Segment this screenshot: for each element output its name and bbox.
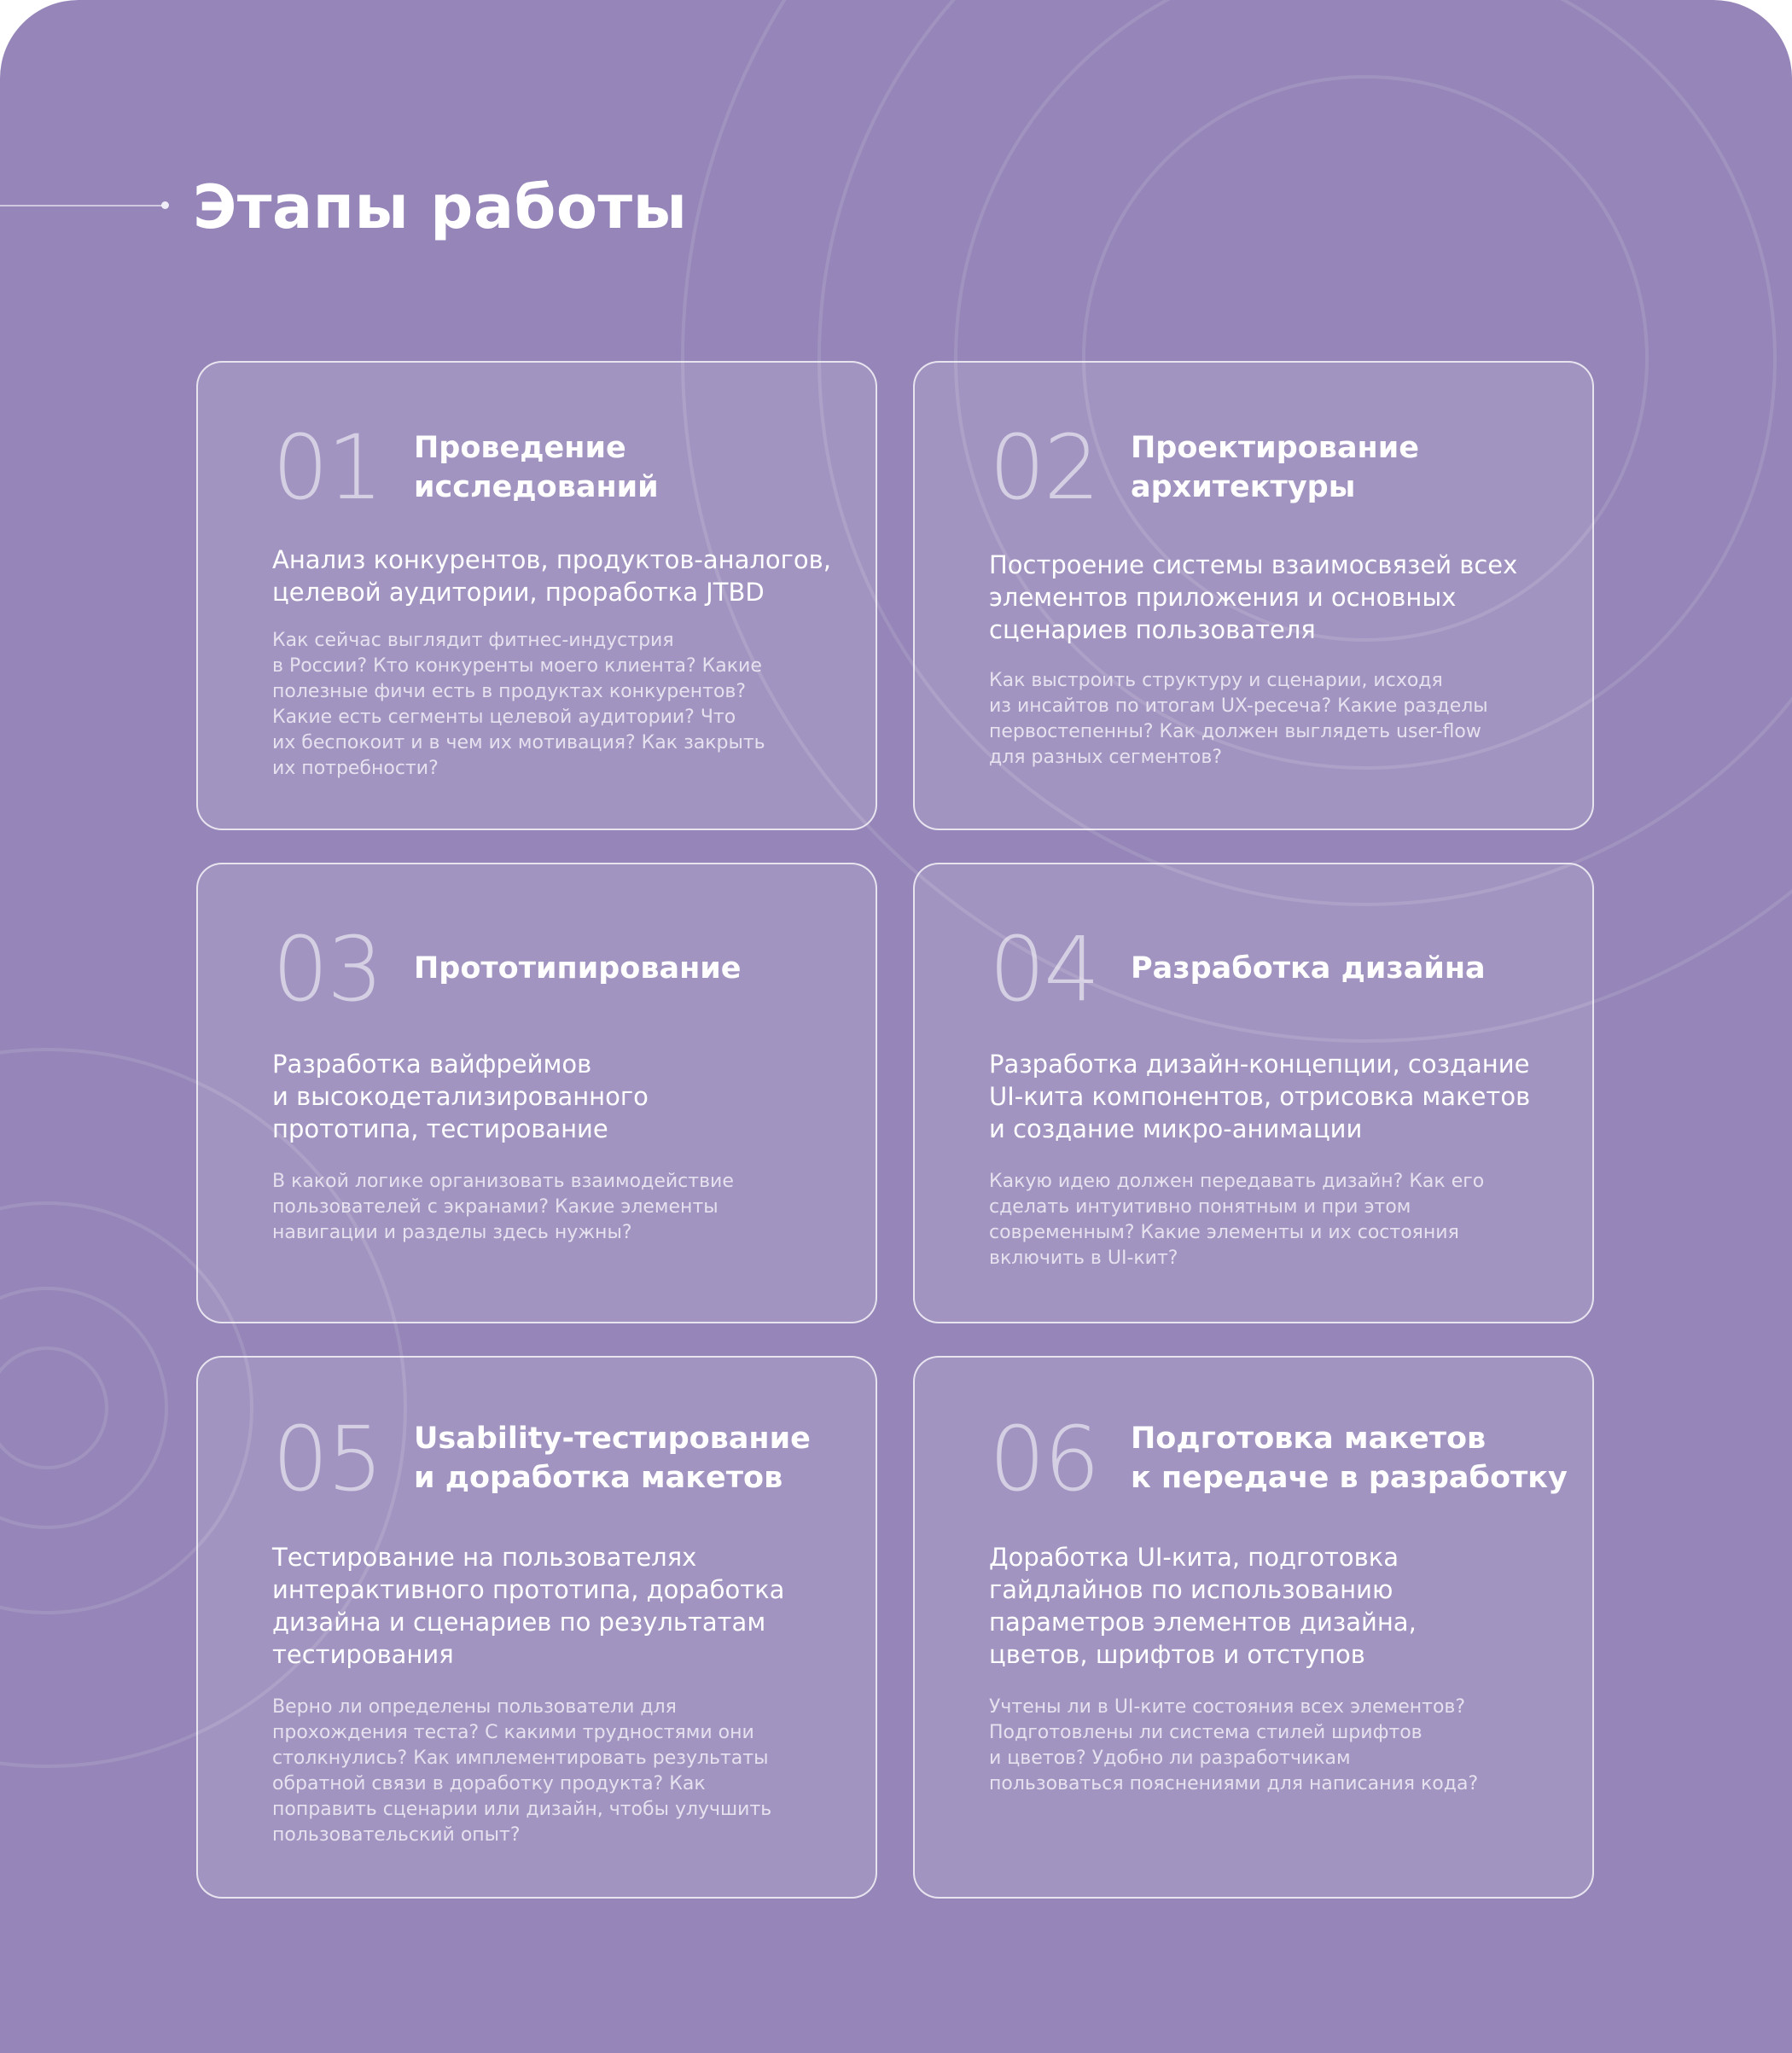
- step-number: 03: [272, 917, 382, 1021]
- step-details: Как сейчас выглядит фитнес-индустрия в России? Кто конкуренты моего клиента? Какие полезные фичи есть в продуктах конкурентов? Какие есть сегменты целевой аудитории? Что их беспокоит и в чем их мотивация? Как закрыть их потребности?: [272, 630, 765, 779]
- step-lead: Доработка UI-кита, подготовка гайдлайнов по использованию параметров элементов дизайна, цветов, шрифтов и отступов: [989, 1543, 1417, 1669]
- step-title: Проведение исследований: [414, 431, 659, 504]
- step-card-06: [913, 1356, 1594, 1899]
- step-card-05: [196, 1356, 877, 1899]
- step-lead: Разработка дизайн-концепции, создание UI-кита компонентов, отрисовка макетов и создание микро-анимации: [989, 1050, 1531, 1143]
- step-card-03: [196, 863, 877, 1323]
- step-title: Разработка дизайна: [1131, 951, 1486, 986]
- step-number: 02: [989, 416, 1099, 520]
- step-card-04: [913, 863, 1594, 1323]
- step-title: Проектирование архитектуры: [1131, 431, 1420, 504]
- step-title: Подготовка макетов к передаче в разработку: [1131, 1422, 1568, 1495]
- step-details: Какую идею должен передавать дизайн? Как его сделать интуитивно понятным и при этом современным? Какие элементы и их состояния включить в UI-кит?: [989, 1171, 1485, 1269]
- step-title: Usability-тестирование и доработка макетов: [414, 1422, 811, 1495]
- step-details: В какой логике организовать взаимодействие пользователей с экранами? Какие элементы навигации и разделы здесь нужны?: [272, 1171, 734, 1243]
- step-lead: Построение системы взаимосвязей всех элементов приложения и основных сценариев пользователя: [989, 550, 1518, 644]
- step-number: 01: [272, 416, 382, 520]
- step-details: Как выстроить структуру и сценарии, исходя из инсайтов по итогам UX-ресеча? Какие разделы первостепенны? Как должен выглядеть user-flow для разных сегментов?: [989, 670, 1488, 768]
- step-number: 04: [989, 917, 1099, 1021]
- step-lead: Анализ конкурентов, продуктов-аналогов, целевой аудитории, проработка JTBD: [272, 545, 831, 607]
- step-card-01: [196, 361, 877, 830]
- step-number: 06: [989, 1407, 1099, 1511]
- step-details: Учтены ли в UI-ките состояния всех элементов? Подготовлены ли система стилей шрифтов и цветов? Удобно ли разработчикам пользоваться пояснениями для написания кода?: [989, 1696, 1479, 1794]
- title-accent-dot: [161, 201, 169, 209]
- step-lead: Тестирование на пользователях интерактивного прототипа, доработка дизайна и сценариев по результатам тестирования: [272, 1543, 785, 1669]
- page-title: Этапы работы: [193, 172, 688, 242]
- step-lead: Разработка вайфреймов и высокодетализированного прототипа, тестирование: [272, 1050, 649, 1143]
- step-title: Прототипирование: [414, 951, 742, 986]
- title-accent-line: [0, 205, 162, 206]
- step-card-02: [913, 361, 1594, 830]
- step-details: Верно ли определены пользователи для прохождения теста? С какими трудностями они столкнулись? Как имплементировать результаты обратной связи в доработку продукта? Как поправить сценарии или дизайн, чтобы улучшить пользовательский опыт?: [272, 1696, 772, 1846]
- step-number: 05: [272, 1407, 382, 1511]
